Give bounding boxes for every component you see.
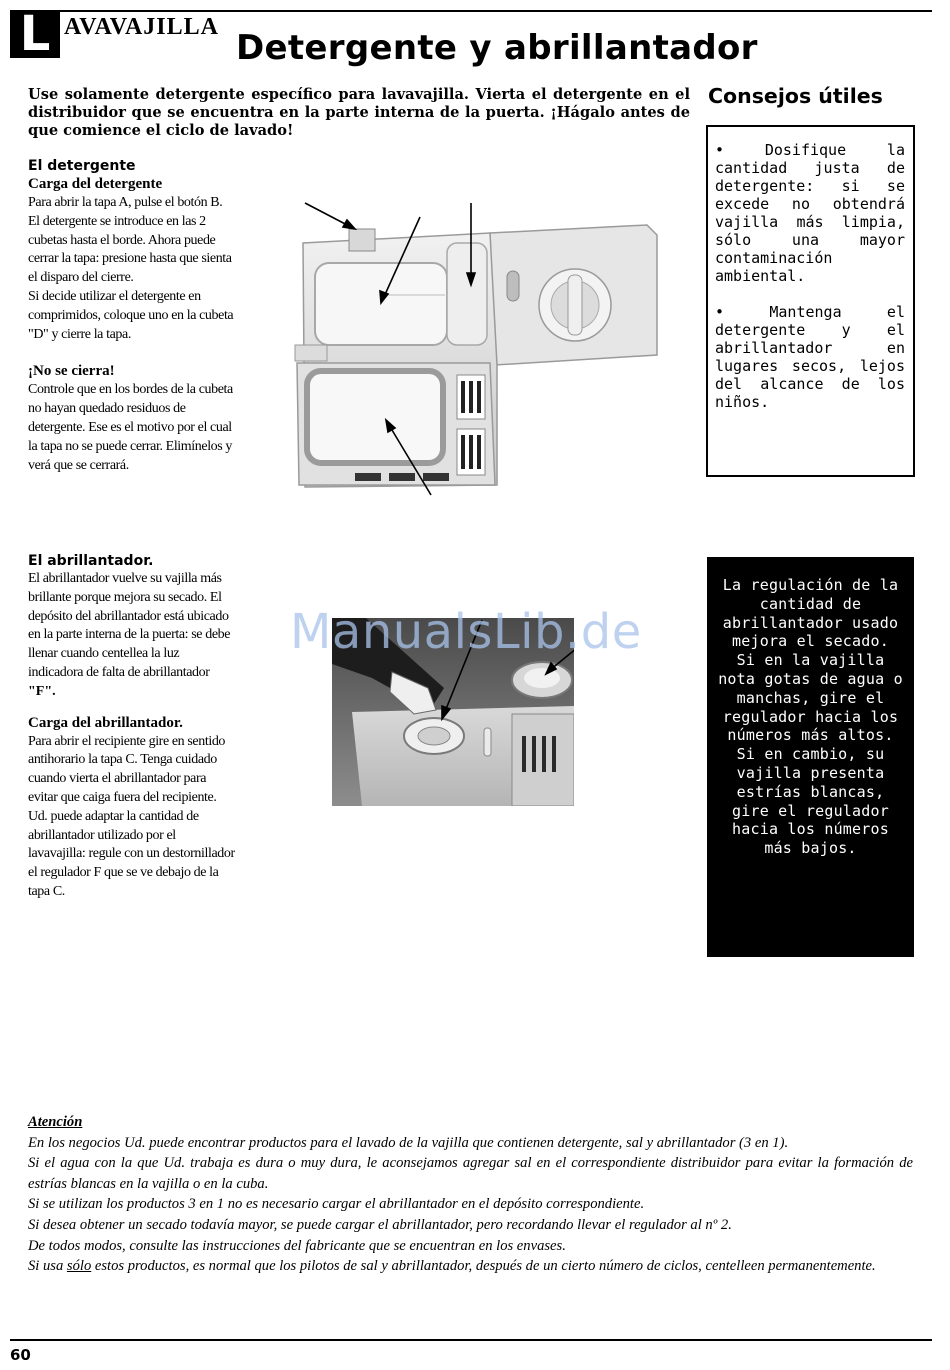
indicator-code: "F". — [28, 683, 56, 699]
tip-item: • Mantenga el detergente y el abrillantador en lugares secos, lejos del alcance de los niños. — [715, 303, 905, 411]
rinse-aid-regulation-note — [707, 557, 914, 957]
header-rule — [60, 10, 932, 12]
tips-box — [706, 125, 915, 477]
watermark: ManualsLib.de — [290, 604, 642, 660]
attention-line: Si el agua con la que Ud. trabaja es dura o muy dura, le aconsejamos agregar sal en el correspondiente distribuidor para evitar la formación de estrías blancas en la vajilla o en la cuba. — [28, 1155, 913, 1192]
regulation-note-text: La regulación de la cantidad de abrillantador usado mejora el secado. Si en la vajilla nota gotas de agua o manchas, gire el regulador hacia los números más altos. Si en cambio, su vajilla presenta estrías blancas, gire el regulador hacia los números más bajos. — [718, 576, 903, 858]
detergent-para-2: Si decide utilizar el detergente en comprimidos, coloque uno en la cubeta "D" y cierre la tapa. — [28, 288, 234, 342]
page-number: 60 — [10, 1346, 31, 1364]
attention-section — [28, 1112, 913, 1277]
attention-last-post: estos productos, es normal que los pilotos de sal y abrillantador, después de un cierto número de ciclos, centelleen permanentemente. — [91, 1258, 876, 1275]
detergent-para-1: Para abrir la tapa A, pulse el botón B. El detergente se introduce en las 2 cubetas hasta el borde. Ahora puede cerrar la tapa: presione hasta que sienta el disparo del cierre. — [28, 195, 232, 286]
rinse-aid-para-2: Para abrir el recipiente gire en sentido antihorario la tapa C. Tenga cuidado cuando vierta el abrillantador para evitar que caiga fuera del recipiente. Ud. puede adaptar la cantidad de abrillantador utilizado por el lavavajilla: regule con un destornillador el regulador F que se ve debajo de la tapa C. — [28, 733, 235, 899]
rinse-aid-para-1-text: El abrillantador vuelve su vajilla más brillante porque mejora su secado. El depósito del abrillantador está ubicado en la parte interna de la puerta: se debe llenar cuando centellea la luz indicadora de falta de abrillantador — [28, 571, 231, 680]
detergent-heading: El detergente — [28, 158, 136, 174]
rinse-aid-subheading: Carga del abrillantador. — [28, 714, 183, 731]
rinse-aid-heading: El abrillantador. — [28, 553, 154, 569]
detergent-subheading: Carga del detergente — [28, 176, 163, 192]
section-letter-badge: L — [10, 10, 60, 58]
attention-line: Si desea obtener un secado todavía mayor, se puede cargar el abrillantador, pero recordando llevar el regulador al nº 2. — [28, 1216, 732, 1233]
attention-last-underlined: sólo — [66, 1258, 92, 1275]
page-title: Detergente y abrillantador — [236, 28, 758, 68]
tips-title: Consejos útiles — [708, 84, 883, 108]
section-name: AVAVAJILLA — [64, 14, 219, 40]
attention-line-last — [28, 1256, 913, 1277]
attention-line: Si se utilizan los productos 3 en 1 no es necesario cargar el abrillantador en el depósito correspondiente. — [28, 1196, 645, 1213]
warning-heading: ¡No se cierra! — [28, 363, 115, 380]
intro-paragraph: Use solamente detergente específico para lavavajilla. Vierta el detergente en el distribuidor que se encuentra en la parte interna de la puerta. ¡Hágalo antes de que comience el ciclo de lavado! — [28, 86, 690, 139]
rinse-aid-section — [28, 552, 236, 902]
detergent-dispenser-illustration — [285, 195, 665, 500]
attention-last-pre: Si usa — [28, 1258, 67, 1275]
rinse-aid-para-1 — [28, 570, 236, 702]
detergent-section — [28, 157, 236, 475]
warning-text: Controle que en los bordes de la cubeta no hayan quedado residuos de detergente. Ese es el motivo por el cual la tapa no se puede cerrar. Elimínelos y verá que se cerrará. — [28, 382, 233, 473]
attention-title: Atención — [28, 1114, 83, 1130]
tip-item: • Dosifique la cantidad justa de detergente: si se excede no obtendrá vajilla más limpia, sólo una mayor contaminación ambiental. — [715, 141, 905, 285]
attention-line: De todos modos, consulte las instrucciones del fabricante que se encuentran en los envases. — [28, 1237, 566, 1254]
attention-line: En los negocios Ud. puede encontrar productos para el lavado de la vajilla que contienen detergente, sal y abrillantador (3 en 1). — [28, 1134, 789, 1151]
footer-rule — [10, 1339, 932, 1341]
